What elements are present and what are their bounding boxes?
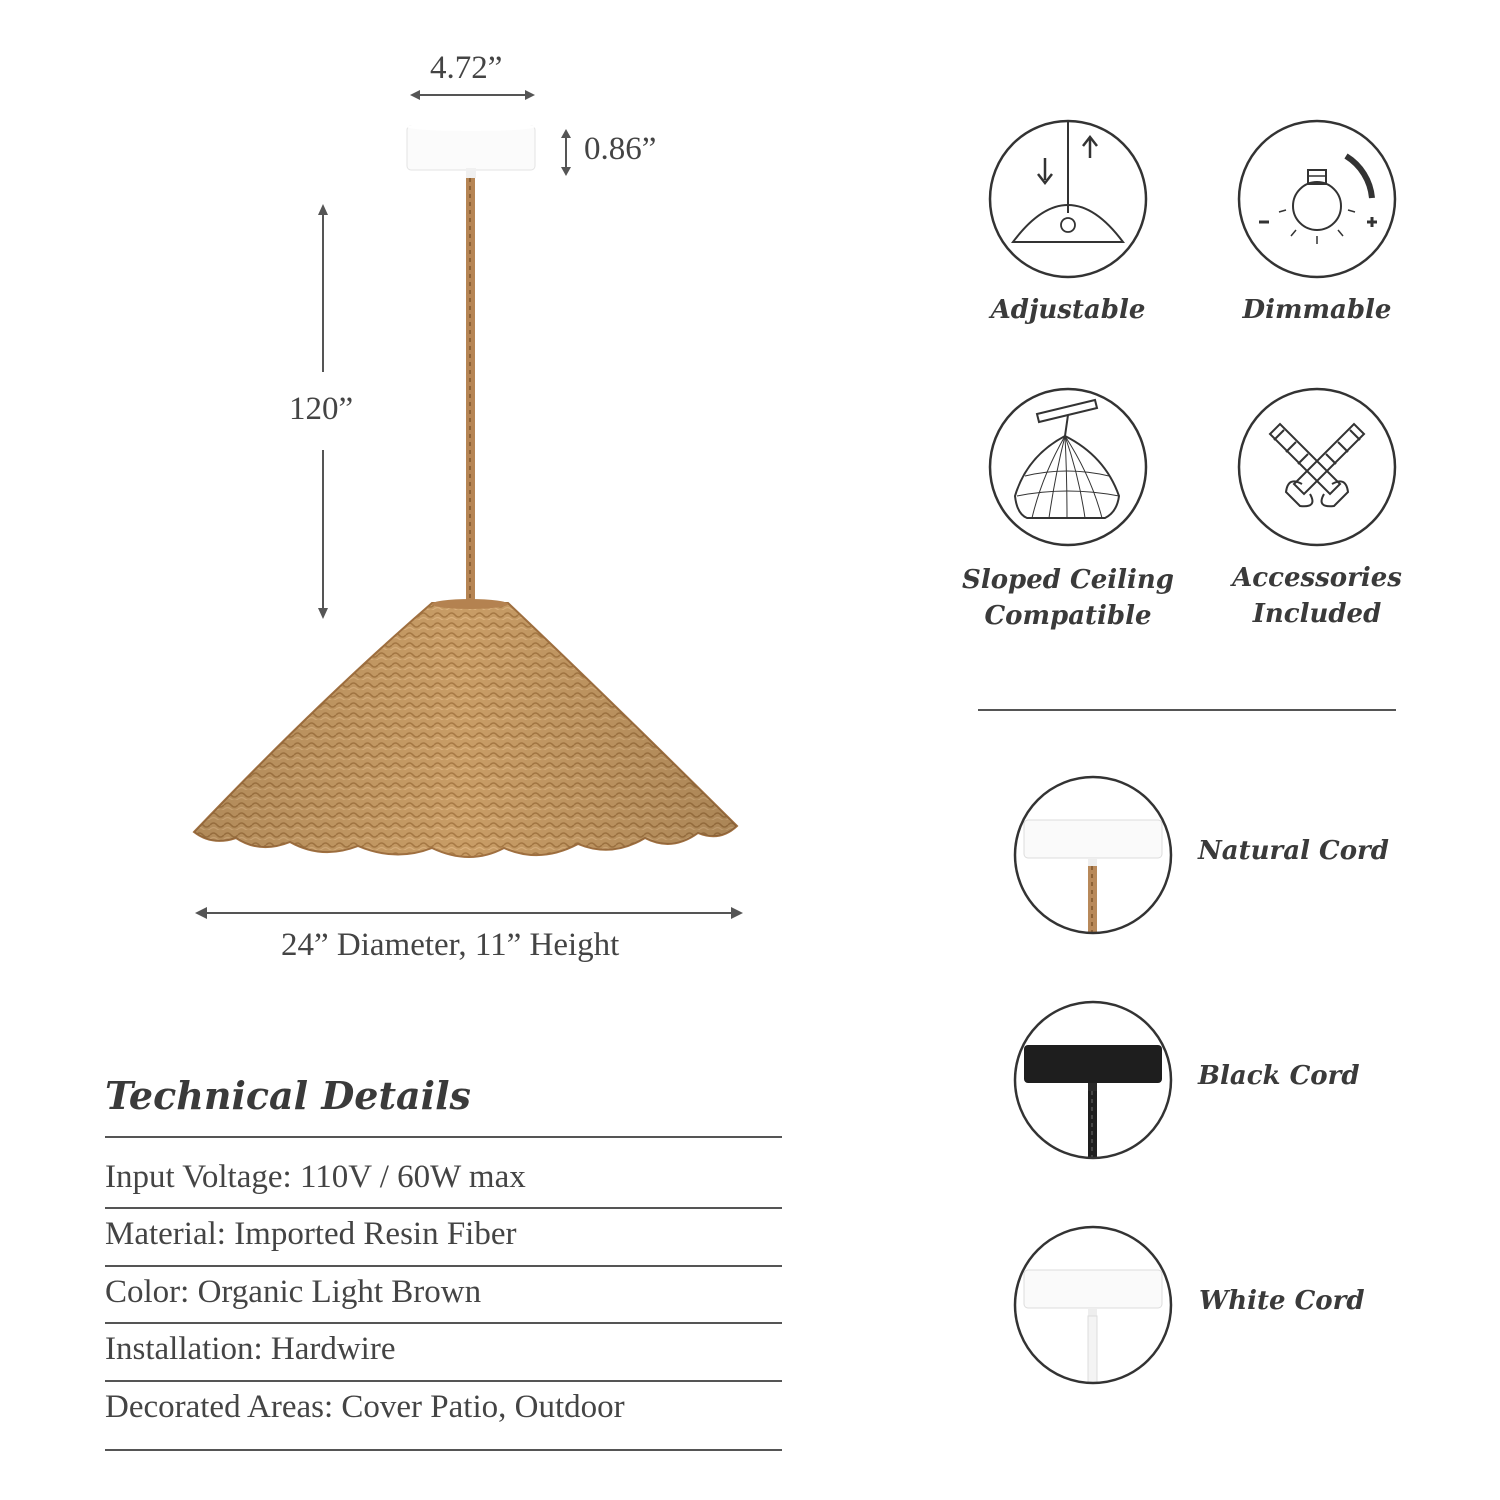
table-rule <box>105 1322 782 1324</box>
diameter-arrow <box>195 907 743 919</box>
natural-cord-swatch <box>1012 774 1174 936</box>
pendant-lamp-illustration <box>0 0 800 1000</box>
feature-label-line: Accessories <box>1232 563 1402 593</box>
cord-label-natural: Natural Cord <box>1198 836 1389 866</box>
spec-row-color: Color: Organic Light Brown <box>105 1274 482 1310</box>
scalloped-rattan-shade <box>194 599 737 857</box>
canopy-width-arrow <box>410 90 535 100</box>
canopy-width-label: 4.72” <box>430 50 503 86</box>
cord-label-white: White Cord <box>1199 1286 1365 1316</box>
cord-label-black: Black Cord <box>1198 1061 1360 1091</box>
feature-label-adjustable: Adjustable <box>990 295 1146 325</box>
feature-label-line: Sloped Ceiling <box>962 565 1174 595</box>
dimmable-bulb-icon <box>1236 118 1398 280</box>
feature-label-accessories <box>1197 560 1437 632</box>
table-rule <box>105 1207 782 1209</box>
table-rule <box>105 1449 782 1451</box>
feature-label-sloped-ceiling <box>948 562 1188 634</box>
feature-label-dimmable: Dimmable <box>1242 295 1392 325</box>
black-cord-swatch <box>1012 999 1174 1161</box>
spec-row-material: Material: Imported Resin Fiber <box>105 1216 517 1252</box>
spec-row-installation: Installation: Hardwire <box>105 1331 396 1367</box>
spec-row-voltage: Input Voltage: 110V / 60W max <box>105 1159 526 1195</box>
section-divider <box>978 709 1396 711</box>
screws-icon <box>1236 386 1398 548</box>
feature-label-line: Compatible <box>984 601 1152 631</box>
canopy-height-label: 0.86” <box>584 131 657 167</box>
cord-length-label: 120” <box>289 391 354 427</box>
ceiling-canopy <box>407 123 535 178</box>
table-rule <box>105 1265 782 1267</box>
sloped-ceiling-icon <box>987 386 1149 548</box>
technical-details-title: Technical Details <box>105 1073 471 1118</box>
white-cord-swatch <box>1012 1224 1174 1386</box>
table-rule <box>105 1136 782 1138</box>
spec-row-areas: Decorated Areas: Cover Patio, Outdoor <box>105 1389 625 1425</box>
adjustable-height-icon <box>987 118 1149 280</box>
canopy-height-arrow <box>561 129 571 176</box>
table-rule <box>105 1380 782 1382</box>
feature-label-line: Included <box>1252 599 1382 629</box>
shade-size-label: 24” Diameter, 11” Height <box>281 927 620 963</box>
